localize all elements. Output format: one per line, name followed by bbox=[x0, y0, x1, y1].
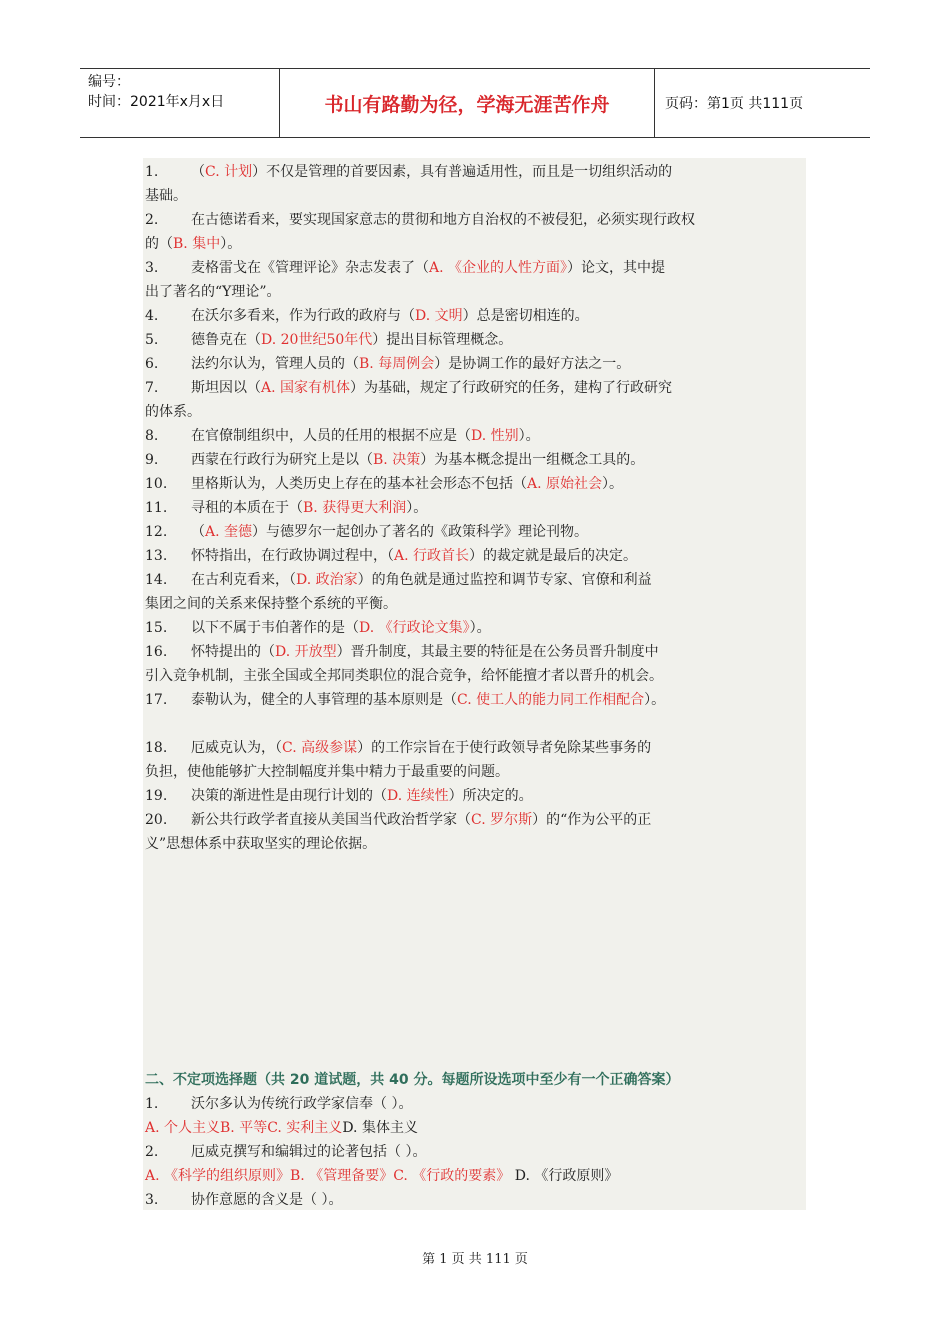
page-header bbox=[80, 68, 870, 138]
question-answer: B. 每周例会 bbox=[359, 356, 435, 372]
question-text-after: ）与德罗尔一起创办了著名的《政策科学》理论刊物。 bbox=[252, 524, 589, 540]
question-text-after: ）晋升制度，其最主要的特征是在公务员晋升制度中 bbox=[336, 644, 659, 660]
question-13 bbox=[145, 544, 805, 568]
question-number: 2. bbox=[145, 212, 159, 228]
question-text: 以下不属于韦伯著作的是（ bbox=[191, 620, 359, 636]
question-number: 19. bbox=[145, 788, 168, 804]
question-number: 20. bbox=[145, 812, 168, 828]
question-text-after: ）的角色就是通过监控和调节专家、官僚和利益 bbox=[357, 572, 652, 588]
question-number: 15. bbox=[145, 620, 168, 636]
question-text-after: ）。 bbox=[602, 476, 624, 492]
question-answer: C. 使工人的能力同工作相配合 bbox=[457, 692, 645, 708]
question-answer: C. 高级参谋 bbox=[282, 740, 358, 756]
question-text: 厄威克认为，（ bbox=[191, 740, 282, 756]
question-text: 怀特提出的（ bbox=[191, 644, 275, 660]
question-text-after: ）。 bbox=[518, 428, 540, 444]
question-text: 寻租的本质在于（ bbox=[191, 500, 303, 516]
question-number: 6. bbox=[145, 356, 159, 372]
question-answer: D. 20世纪50年代 bbox=[261, 332, 373, 348]
question-number: 16. bbox=[145, 644, 168, 660]
question-text: 法约尔认为，管理人员的（ bbox=[191, 356, 359, 372]
question-number: 13. bbox=[145, 548, 168, 564]
question-text-after: ）论文，其中提 bbox=[567, 260, 666, 276]
question-4 bbox=[145, 304, 805, 328]
s2-q1-options bbox=[145, 1116, 805, 1140]
question-text: （ bbox=[191, 164, 205, 180]
s2-question-2 bbox=[145, 1140, 805, 1164]
question-answer: C. 罗尔斯 bbox=[471, 812, 533, 828]
s2-q2-options-correct: A. 《科学的组织原则》B. 《管理备要》C. 《行政的要素》 bbox=[145, 1168, 511, 1184]
question-number: 14. bbox=[145, 572, 168, 588]
s2-question-3 bbox=[145, 1188, 805, 1212]
question-text: 在官僚制组织中，人员的任用的根据不应是（ bbox=[191, 428, 471, 444]
s2-q1-number: 1. bbox=[145, 1096, 159, 1112]
question-text: （ bbox=[191, 524, 205, 540]
question-text-after: ）。 bbox=[220, 236, 242, 252]
question-number: 11. bbox=[145, 500, 168, 516]
question-5 bbox=[145, 328, 805, 352]
question-6 bbox=[145, 352, 805, 376]
question-answer: D. 开放型 bbox=[275, 644, 337, 660]
question-11 bbox=[145, 496, 805, 520]
question-10 bbox=[145, 472, 805, 496]
question-answer: A. 行政首长 bbox=[394, 548, 470, 564]
question-text-after: ）总是密切相连的。 bbox=[462, 308, 589, 324]
question-text-continued: 集团之间的关系来保持整个系统的平衡。 bbox=[145, 596, 397, 612]
question-answer: D. 性别 bbox=[471, 428, 519, 444]
question-number: 10. bbox=[145, 476, 168, 492]
question-text-after: ）。 bbox=[406, 500, 428, 516]
question-text-continued: 的（ bbox=[145, 236, 173, 252]
s2-q2-options bbox=[145, 1164, 805, 1188]
question-answer: B. 获得更大利润 bbox=[303, 500, 407, 516]
s2-q2-text: 厄威克撰写和编辑过的论著包括（ ）。 bbox=[191, 1144, 427, 1160]
s2-q1-options-correct: A. 个人主义B. 平等C. 实利主义 bbox=[145, 1120, 343, 1136]
question-text-after: ）为基础，规定了行政研究的任务，建构了行政研究 bbox=[350, 380, 673, 396]
question-text-after: ）。 bbox=[644, 692, 666, 708]
s2-q2-options-other: D. 《行政原则》 bbox=[510, 1168, 619, 1184]
page-footer: 第 1 页 共 111 页 bbox=[422, 1252, 528, 1267]
s2-q1-options-other: D. 集体主义 bbox=[342, 1120, 418, 1136]
question-number: 9. bbox=[145, 452, 159, 468]
question-number: 1. bbox=[145, 164, 159, 180]
question-number: 3. bbox=[145, 260, 159, 276]
question-text-continued: 基础。 bbox=[145, 188, 187, 204]
question-text-after: ）所决定的。 bbox=[448, 788, 533, 804]
question-number: 18. bbox=[145, 740, 168, 756]
question-number: 5. bbox=[145, 332, 159, 348]
question-answer: B. 决策 bbox=[373, 452, 421, 468]
question-answer: A. 国家有机体 bbox=[261, 380, 351, 396]
question-number: 12. bbox=[145, 524, 168, 540]
question-1 bbox=[145, 160, 805, 208]
question-3 bbox=[145, 256, 805, 304]
s2-q3-text: 协作意愿的含义是（ ）。 bbox=[191, 1192, 343, 1208]
question-number: 17. bbox=[145, 692, 168, 708]
question-number: 4. bbox=[145, 308, 159, 324]
question-text: 在古德诺看来，要实现国家意志的贯彻和地方自治权的不被侵犯，必须实现行政权 bbox=[191, 212, 695, 228]
question-text-after: ）不仅是管理的首要因素，具有普遍适用性，而且是一切组织活动的 bbox=[252, 164, 673, 180]
question-text-continued: 负担，使他能够扩大控制幅度并集中精力于最重要的问题。 bbox=[145, 764, 509, 780]
question-text-continued: 出了著名的“Y理论”。 bbox=[145, 284, 281, 300]
question-text: 里格斯认为，人类历史上存在的基本社会形态不包括（ bbox=[191, 476, 527, 492]
question-number: 7. bbox=[145, 380, 159, 396]
question-answer: D. 政治家 bbox=[296, 572, 358, 588]
question-text: 斯坦因以（ bbox=[191, 380, 261, 396]
question-15 bbox=[145, 616, 805, 640]
question-number: 8. bbox=[145, 428, 159, 444]
question-answer: B. 集中 bbox=[173, 236, 221, 252]
question-text: 决策的渐进性是由现行计划的（ bbox=[191, 788, 387, 804]
question-7 bbox=[145, 376, 805, 424]
question-answer: C. 计划 bbox=[205, 164, 253, 180]
question-answer: A. 原始社会 bbox=[527, 476, 603, 492]
question-answer: D. 连续性 bbox=[387, 788, 449, 804]
question-12 bbox=[145, 520, 805, 544]
question-14 bbox=[145, 568, 805, 616]
s2-q2-number: 2. bbox=[145, 1144, 159, 1160]
question-20 bbox=[145, 808, 805, 856]
question-text-continued: 义”思想体系中获取坚实的理论依据。 bbox=[145, 836, 377, 852]
question-answer: D. 《行政论文集》 bbox=[359, 620, 470, 636]
s2-question-1 bbox=[145, 1092, 805, 1116]
question-8 bbox=[145, 424, 805, 448]
question-text-after: ）提出目标管理概念。 bbox=[372, 332, 513, 348]
header-page-info: 页码：第1页 共111页 bbox=[665, 96, 804, 112]
section-2-title: 二、不定项选择题（共 20 道试题，共 40 分。每题所设选项中至少有一个正确答案） bbox=[145, 1072, 680, 1088]
question-text-after: ）。 bbox=[469, 620, 491, 636]
s2-q1-text: 沃尔多认为传统行政学家信奉（ ）。 bbox=[191, 1096, 413, 1112]
question-text-after: ）的工作宗旨在于使行政领导者免除某些事务的 bbox=[357, 740, 652, 756]
question-text-after: ）是协调工作的最好方法之一。 bbox=[434, 356, 631, 372]
question-answer: D. 文明 bbox=[415, 308, 463, 324]
question-19 bbox=[145, 784, 805, 808]
question-text: 怀特指出，在行政协调过程中，（ bbox=[191, 548, 394, 564]
header-time-label: 时间：2021年x月x日 bbox=[88, 94, 225, 110]
question-text-continued: 引入竞争机制，主张全国或全邦同类职位的混合竞争，给怀能擅才者以晋升的机会。 bbox=[145, 668, 663, 684]
question-text: 麦格雷戈在《管理评论》杂志发表了（ bbox=[191, 260, 429, 276]
header-number-label: 编号： bbox=[88, 74, 130, 90]
question-answer: A. 《企业的人性方面》 bbox=[429, 260, 568, 276]
question-2 bbox=[145, 208, 805, 256]
header-meta bbox=[80, 69, 280, 137]
question-text-after: ）的“作为公平的正 bbox=[532, 812, 652, 828]
question-16 bbox=[145, 640, 805, 688]
question-text-after: ）的裁定就是最后的决定。 bbox=[469, 548, 638, 564]
question-9 bbox=[145, 448, 805, 472]
question-text: 在古利克看来，（ bbox=[191, 572, 296, 588]
question-text-after: ）为基本概念提出一组概念工具的。 bbox=[420, 452, 645, 468]
question-text-continued: 的体系。 bbox=[145, 404, 201, 420]
question-text: 新公共行政学者直接从美国当代政治哲学家（ bbox=[191, 812, 471, 828]
question-text: 在沃尔多看来，作为行政的政府与（ bbox=[191, 308, 415, 324]
header-motto: 书山有路勤为径，学海无涯苦作舟 bbox=[280, 69, 655, 137]
s2-q3-number: 3. bbox=[145, 1192, 159, 1208]
question-18 bbox=[145, 736, 805, 784]
question-answer: A. 奎德 bbox=[205, 524, 253, 540]
question-17 bbox=[145, 688, 805, 712]
question-text: 西蒙在行政行为研究上是以（ bbox=[191, 452, 373, 468]
question-text: 泰勒认为，健全的人事管理的基本原则是（ bbox=[191, 692, 457, 708]
question-text: 德鲁克在（ bbox=[191, 332, 261, 348]
